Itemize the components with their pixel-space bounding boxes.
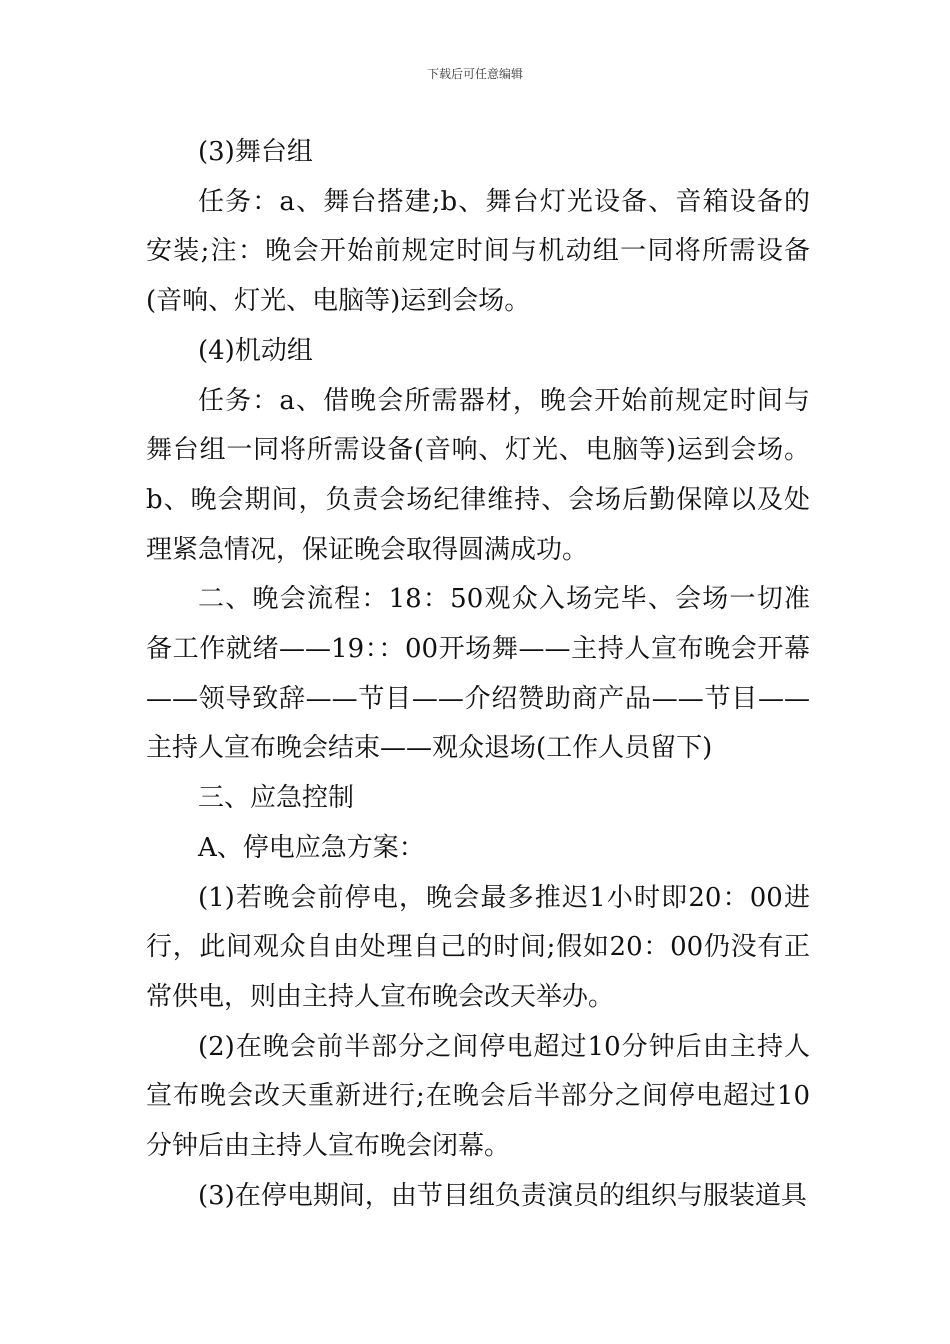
paragraph-gala-process: 二、晚会流程：18：50观众入场完毕、会场一切准备工作就绪——19：：00开场舞——主持人宣布晚会开幕——领导致辞——节目——介绍赞助商产品——节目——主持人宣布晚会结束——观众退场(工作人员留下) bbox=[146, 584, 810, 764]
paragraph-outage-item-1: (1)若晚会前停电，晚会最多推迟1小时即20：00进行，此间观众自由处理自己的时间;假如20：00仍没有正常供电，则由主持人宣布晚会改天举办。 bbox=[146, 882, 810, 1012]
paragraph-mobile-group-task: 任务：a、借晚会所需器材，晚会开始前规定时间与舞台组一同将所需设备(音响、灯光、电脑等)运到会场。b、晚会期间，负责会场纪律维持、会场后勤保障以及处理紧急情况，保证晚会取得圆满成功。 bbox=[146, 385, 810, 565]
page-header: 下载后可任意编辑 bbox=[426, 67, 523, 81]
paragraph-mobile-group-title: (4)机动组 bbox=[198, 335, 313, 366]
paragraph-power-outage-heading: A、停电应急方案： bbox=[198, 832, 425, 863]
document-body bbox=[146, 128, 810, 1221]
paragraph-stage-group-task: 任务：a、舞台搭建;b、舞台灯光设备、音箱设备的安装;注：晚会开始前规定时间与机动组一同将所需设备(音响、灯光、电脑等)运到会场。 bbox=[146, 186, 810, 317]
paragraph-emergency-heading: 三、应急控制 bbox=[198, 783, 355, 814]
paragraph-outage-item-2: (2)在晚会前半部分之间停电超过10分钟后由主持人宣布晚会改天重新进行;在晚会后半部分之间停电超过10分钟后由主持人宣布晚会闭幕。 bbox=[146, 1031, 810, 1162]
paragraph-stage-group-title: (3)舞台组 bbox=[198, 137, 313, 167]
paragraph-outage-item-3: (3)在停电期间，由节目组负责演员的组织与服装道具 bbox=[198, 1180, 807, 1211]
